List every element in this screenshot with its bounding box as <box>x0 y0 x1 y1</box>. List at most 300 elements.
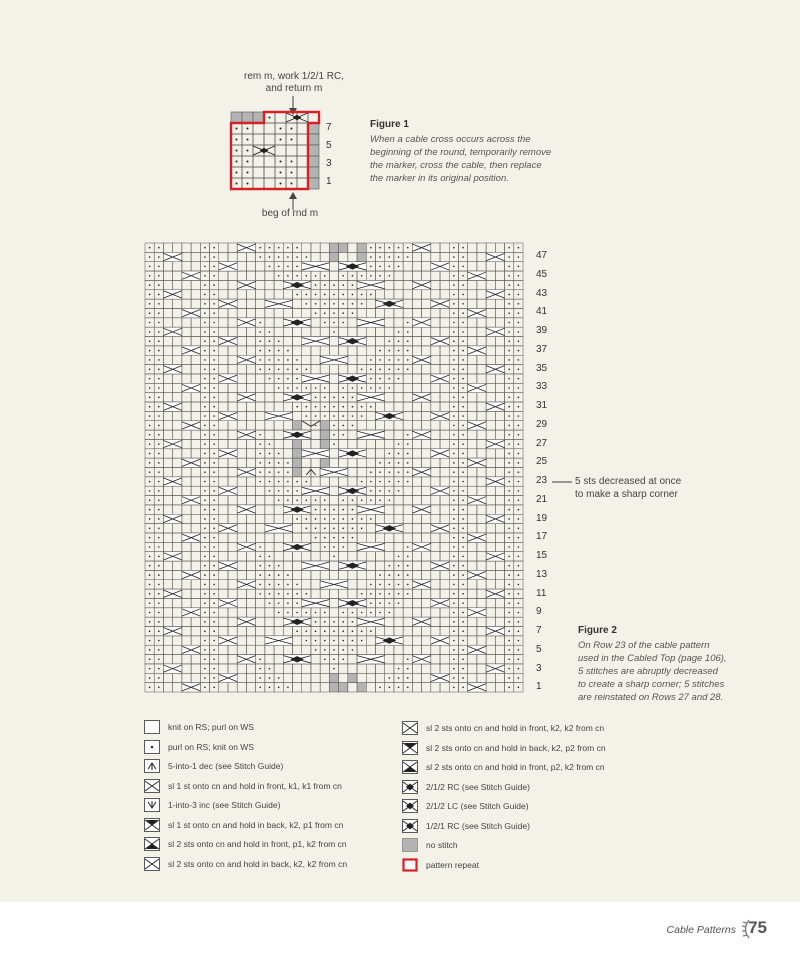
stitch-cell <box>366 524 375 533</box>
fig2-row-number: 21 <box>536 493 548 505</box>
stitch-cell <box>348 683 357 692</box>
stitch-cell <box>182 262 191 271</box>
stitch-cell <box>329 449 338 458</box>
purl-dot <box>213 359 215 361</box>
purl-dot <box>324 406 326 408</box>
stitch-cell <box>412 458 421 467</box>
purl-dot <box>462 331 464 333</box>
purl-dot <box>149 584 151 586</box>
stitch-cell <box>302 533 311 542</box>
stitch-cell <box>412 598 421 607</box>
stitch-cell <box>403 374 412 383</box>
purl-dot <box>379 499 381 501</box>
stitch-cell <box>385 318 394 327</box>
purl-dot <box>333 397 335 399</box>
stitch-cell <box>486 383 495 392</box>
stitch-cell <box>394 655 403 664</box>
stitch-cell <box>228 327 237 336</box>
purl-dot <box>296 294 298 296</box>
stitch-cell <box>182 468 191 477</box>
stitch-cell <box>486 430 495 439</box>
stitch-cell <box>375 561 384 570</box>
stitch-cell <box>385 421 394 430</box>
purl-dot <box>508 658 510 660</box>
purl-dot <box>352 537 354 539</box>
stitch-cell <box>486 542 495 551</box>
stitch-cell <box>385 514 394 523</box>
purl-dot <box>259 462 261 464</box>
stitch-cell <box>237 365 246 374</box>
legend-label: pattern repeat <box>426 859 479 870</box>
purl-dot <box>296 406 298 408</box>
purl-dot <box>508 640 510 642</box>
purl-dot <box>508 387 510 389</box>
purl-dot <box>204 556 206 558</box>
purl-dot <box>278 368 280 370</box>
purl-icon <box>144 740 160 754</box>
stitch-cell <box>348 252 357 261</box>
stitch-cell <box>191 477 200 486</box>
stitch-cell <box>228 318 237 327</box>
stitch-cell <box>163 561 172 570</box>
purl-dot <box>398 443 400 445</box>
purl-dot <box>389 499 391 501</box>
fig2-row-number: 43 <box>536 287 548 299</box>
stitch-cell <box>228 514 237 523</box>
stitch-cell <box>440 496 449 505</box>
purl-dot <box>158 322 160 324</box>
stitch-cell <box>403 645 412 654</box>
stitch-cell <box>366 636 375 645</box>
purl-dot <box>407 434 409 436</box>
stitch-cell <box>412 664 421 673</box>
purl-dot <box>361 275 363 277</box>
purl-dot <box>158 247 160 249</box>
purl-dot <box>158 621 160 623</box>
stitch-cell <box>412 308 421 317</box>
stitch-cell <box>339 570 348 579</box>
stitch-cell <box>191 411 200 420</box>
purl-dot <box>370 593 372 595</box>
stitch-cell <box>477 402 486 411</box>
purl-dot <box>278 481 280 483</box>
legend-item <box>402 857 479 873</box>
purl-dot <box>453 658 455 660</box>
stitch-cell <box>256 280 265 289</box>
stitch-cell <box>422 308 431 317</box>
stitch-cell <box>182 589 191 598</box>
stitch-cell <box>431 393 440 402</box>
stitch-cell <box>228 627 237 636</box>
stitch-cell <box>308 156 319 167</box>
purl-dot <box>407 462 409 464</box>
fig2-annotation-line-text: 5 sts decreased at once <box>575 476 682 487</box>
stitch-cell <box>163 243 172 252</box>
purl-dot <box>158 471 160 473</box>
stitch-cell <box>182 393 191 402</box>
stitch-cell <box>495 262 504 271</box>
stitch-cell <box>422 252 431 261</box>
purl-dot <box>213 621 215 623</box>
stitch-cell <box>468 243 477 252</box>
purl-dot <box>453 584 455 586</box>
stitch-cell <box>412 589 421 598</box>
purl-dot <box>204 266 206 268</box>
stitch-cell <box>486 608 495 617</box>
purl-dot <box>462 537 464 539</box>
stitch-cell <box>228 468 237 477</box>
purl-dot <box>324 499 326 501</box>
stitch-cell <box>320 673 329 682</box>
stitch-cell <box>486 449 495 458</box>
stitch-cell <box>339 439 348 448</box>
stitch-cell <box>495 411 504 420</box>
purl-dot <box>398 687 400 689</box>
purl-dot <box>462 630 464 632</box>
stitch-cell <box>403 514 412 523</box>
stitch-cell <box>173 280 182 289</box>
stitch-cell <box>320 552 329 561</box>
purl-dot <box>333 294 335 296</box>
stitch-cell <box>431 430 440 439</box>
purl-dot <box>204 247 206 249</box>
purl-dot <box>453 368 455 370</box>
stitch-cell <box>163 299 172 308</box>
purl-dot <box>278 350 280 352</box>
purl-dot <box>158 387 160 389</box>
purl-dot <box>518 434 520 436</box>
purl-dot <box>518 630 520 632</box>
stitch-cell <box>422 636 431 645</box>
stitch-cell <box>440 318 449 327</box>
purl-dot <box>398 490 400 492</box>
purl-dot <box>453 284 455 286</box>
stitch-cell <box>246 262 255 271</box>
stitch-cell <box>440 608 449 617</box>
purl-dot <box>333 406 335 408</box>
stitch-cell <box>477 299 486 308</box>
purl-dot <box>269 471 271 473</box>
stitch-cell <box>486 496 495 505</box>
purl-dot <box>453 649 455 651</box>
purl-dot <box>158 359 160 361</box>
stitch-cell <box>256 505 265 514</box>
purl-dot <box>342 640 344 642</box>
stitch-cell <box>468 468 477 477</box>
stitch-cell <box>264 123 275 134</box>
stitch-cell <box>431 580 440 589</box>
stitch-cell <box>237 636 246 645</box>
stitch-cell <box>477 262 486 271</box>
stitch-cell <box>403 271 412 280</box>
stitch-cell <box>394 393 403 402</box>
stitch-cell <box>191 402 200 411</box>
purl-dot <box>204 658 206 660</box>
stitch-cell <box>440 458 449 467</box>
stitch-cell <box>403 598 412 607</box>
stitch-cell <box>495 299 504 308</box>
stitch-cell <box>219 645 228 654</box>
purl-dot <box>259 247 261 249</box>
purl-dot <box>259 434 261 436</box>
purl-dot <box>306 630 308 632</box>
purl-dot <box>158 687 160 689</box>
purl-dot <box>149 303 151 305</box>
stitch-cell <box>403 290 412 299</box>
stitch-cell <box>495 243 504 252</box>
stitch-cell <box>173 393 182 402</box>
purl-dot <box>315 621 317 623</box>
purl-dot <box>370 359 372 361</box>
purl-dot <box>158 481 160 483</box>
purl-dot <box>287 247 289 249</box>
purl-dot <box>149 490 151 492</box>
stitch-cell <box>246 645 255 654</box>
stitch-cell <box>440 542 449 551</box>
stitch-cell <box>320 243 329 252</box>
stitch-cell <box>422 561 431 570</box>
stitch-cell <box>293 346 302 355</box>
stitch-cell <box>385 552 394 561</box>
purl-dot <box>213 528 215 530</box>
stitch-cell <box>348 327 357 336</box>
purl-dot <box>453 462 455 464</box>
stitch-cell <box>486 411 495 420</box>
purl-dot <box>149 415 151 417</box>
purl-dot <box>287 471 289 473</box>
purl-dot <box>453 481 455 483</box>
purl-dot <box>333 668 335 670</box>
cable-2-1-2-rc-icon <box>402 780 418 794</box>
stitch-cell <box>468 561 477 570</box>
purl-dot <box>508 565 510 567</box>
purl-dot <box>361 630 363 632</box>
stitch-cell <box>264 167 275 178</box>
stitch-cell <box>191 262 200 271</box>
stitch-cell <box>219 468 228 477</box>
purl-dot <box>379 574 381 576</box>
stitch-cell <box>431 617 440 626</box>
purl-dot <box>291 172 293 174</box>
purl-dot <box>389 359 391 361</box>
stitch-cell <box>237 598 246 607</box>
purl-dot <box>324 415 326 417</box>
purl-dot <box>213 565 215 567</box>
purl-dot <box>315 509 317 511</box>
stitch-cell <box>228 346 237 355</box>
purl-dot <box>247 161 249 163</box>
purl-dot <box>453 303 455 305</box>
stitch-cell <box>422 262 431 271</box>
stitch-cell <box>182 411 191 420</box>
purl-dot <box>278 471 280 473</box>
purl-dot <box>508 406 510 408</box>
stitch-cell <box>219 683 228 692</box>
purl-dot <box>324 528 326 530</box>
purl-dot <box>508 266 510 268</box>
stitch-cell <box>246 411 255 420</box>
stitch-cell <box>422 589 431 598</box>
stitch-cell <box>412 514 421 523</box>
purl-dot <box>342 658 344 660</box>
purl-dot <box>453 612 455 614</box>
purl-dot <box>342 322 344 324</box>
stitch-cell <box>385 327 394 336</box>
stitch-cell <box>468 655 477 664</box>
purl-dot <box>324 630 326 632</box>
stitch-cell <box>486 243 495 252</box>
stitch-cell <box>302 580 311 589</box>
purl-dot <box>508 499 510 501</box>
stitch-cell <box>366 421 375 430</box>
stitch-cell <box>265 421 274 430</box>
fig1-row-number: 7 <box>326 122 332 133</box>
fig2-annotation-line <box>552 478 576 486</box>
stitch-cell <box>477 430 486 439</box>
stitch-cell <box>163 468 172 477</box>
stitch-cell <box>431 505 440 514</box>
stitch-cell <box>182 542 191 551</box>
purl-dot <box>204 537 206 539</box>
stitch-cell <box>440 355 449 364</box>
purl-dot <box>370 378 372 380</box>
stitch-cell <box>422 439 431 448</box>
purl-dot <box>407 340 409 342</box>
purl-dot <box>453 537 455 539</box>
stitch-cell <box>486 262 495 271</box>
stitch-cell <box>329 243 338 252</box>
stitch-cell <box>495 533 504 542</box>
stitch-cell <box>219 542 228 551</box>
purl-dot <box>407 556 409 558</box>
stitch-cell <box>274 627 283 636</box>
stitch-cell <box>357 421 366 430</box>
purl-dot <box>213 649 215 651</box>
purl-dot <box>342 284 344 286</box>
stitch-cell <box>246 290 255 299</box>
purl-dot <box>158 528 160 530</box>
stitch-cell <box>422 458 431 467</box>
stitch-cell <box>412 496 421 505</box>
stitch-cell <box>440 327 449 336</box>
stitch-cell <box>297 134 308 145</box>
purl-dot <box>370 481 372 483</box>
stitch-cell <box>468 486 477 495</box>
stitch-cell <box>173 355 182 364</box>
fig2-row-number: 9 <box>536 606 542 618</box>
legend-item <box>402 740 606 756</box>
stitch-cell <box>440 468 449 477</box>
stitch-cell <box>191 430 200 439</box>
stitch-cell <box>403 486 412 495</box>
legend-item <box>144 797 280 813</box>
stitch-cell <box>163 683 172 692</box>
stitch-cell <box>237 290 246 299</box>
legend-label: 2/1/2 RC (see Stitch Guide) <box>426 781 530 792</box>
stitch-cell <box>228 617 237 626</box>
legend-item <box>402 837 458 853</box>
stitch-cell <box>486 533 495 542</box>
purl-dot <box>291 128 293 130</box>
purl-dot <box>370 406 372 408</box>
stitch-cell <box>320 252 329 261</box>
purl-dot <box>278 593 280 595</box>
purl-dot <box>508 518 510 520</box>
stitch-cell <box>468 514 477 523</box>
purl-dot <box>462 350 464 352</box>
purl-dot <box>315 528 317 530</box>
purl-dot <box>324 322 326 324</box>
purl-dot <box>158 537 160 539</box>
purl-dot <box>296 593 298 595</box>
stitch-cell <box>264 156 275 167</box>
stitch-cell <box>297 145 308 156</box>
purl-dot <box>259 471 261 473</box>
stitch-cell <box>283 533 292 542</box>
purl-dot <box>453 340 455 342</box>
stitch-cell <box>440 570 449 579</box>
purl-dot <box>213 509 215 511</box>
stitch-cell <box>163 580 172 589</box>
stitch-cell <box>191 486 200 495</box>
purl-dot <box>453 350 455 352</box>
purl-dot <box>287 574 289 576</box>
purl-dot <box>287 256 289 258</box>
purl-dot <box>315 397 317 399</box>
stitch-cell <box>246 524 255 533</box>
purl-dot <box>213 668 215 670</box>
stitch-cell <box>228 664 237 673</box>
stitch-cell <box>348 589 357 598</box>
purl-dot <box>306 612 308 614</box>
stitch-cell <box>253 178 264 189</box>
purl-dot <box>333 509 335 511</box>
purl-dot <box>278 490 280 492</box>
purl-dot <box>333 443 335 445</box>
purl-dot <box>333 425 335 427</box>
stitch-cell <box>440 421 449 430</box>
stitch-cell <box>228 505 237 514</box>
purl-dot <box>213 397 215 399</box>
stitch-cell <box>173 673 182 682</box>
fig2-row-number: 5 <box>536 643 542 655</box>
stitch-cell <box>422 337 431 346</box>
stitch-cell <box>246 627 255 636</box>
stitch-cell <box>237 673 246 682</box>
stitch-cell <box>237 608 246 617</box>
stitch-cell <box>348 458 357 467</box>
purl-dot <box>508 359 510 361</box>
fig2-row-number: 3 <box>536 662 542 674</box>
stitch-cell <box>173 468 182 477</box>
stitch-cell <box>173 346 182 355</box>
stitch-cell <box>431 608 440 617</box>
stitch-cell <box>228 655 237 664</box>
purl-dot <box>453 630 455 632</box>
stitch-cell <box>412 290 421 299</box>
stitch-cell <box>468 542 477 551</box>
stitch-cell <box>329 477 338 486</box>
purl-dot <box>462 415 464 417</box>
purl-dot <box>370 294 372 296</box>
stitch-cell <box>173 337 182 346</box>
stitch-cell <box>468 355 477 364</box>
stitch-cell <box>495 524 504 533</box>
stitch-cell <box>293 299 302 308</box>
cable-2-1-purl-left-icon <box>144 837 160 851</box>
stitch-cell <box>385 655 394 664</box>
purl-dot <box>280 139 282 141</box>
